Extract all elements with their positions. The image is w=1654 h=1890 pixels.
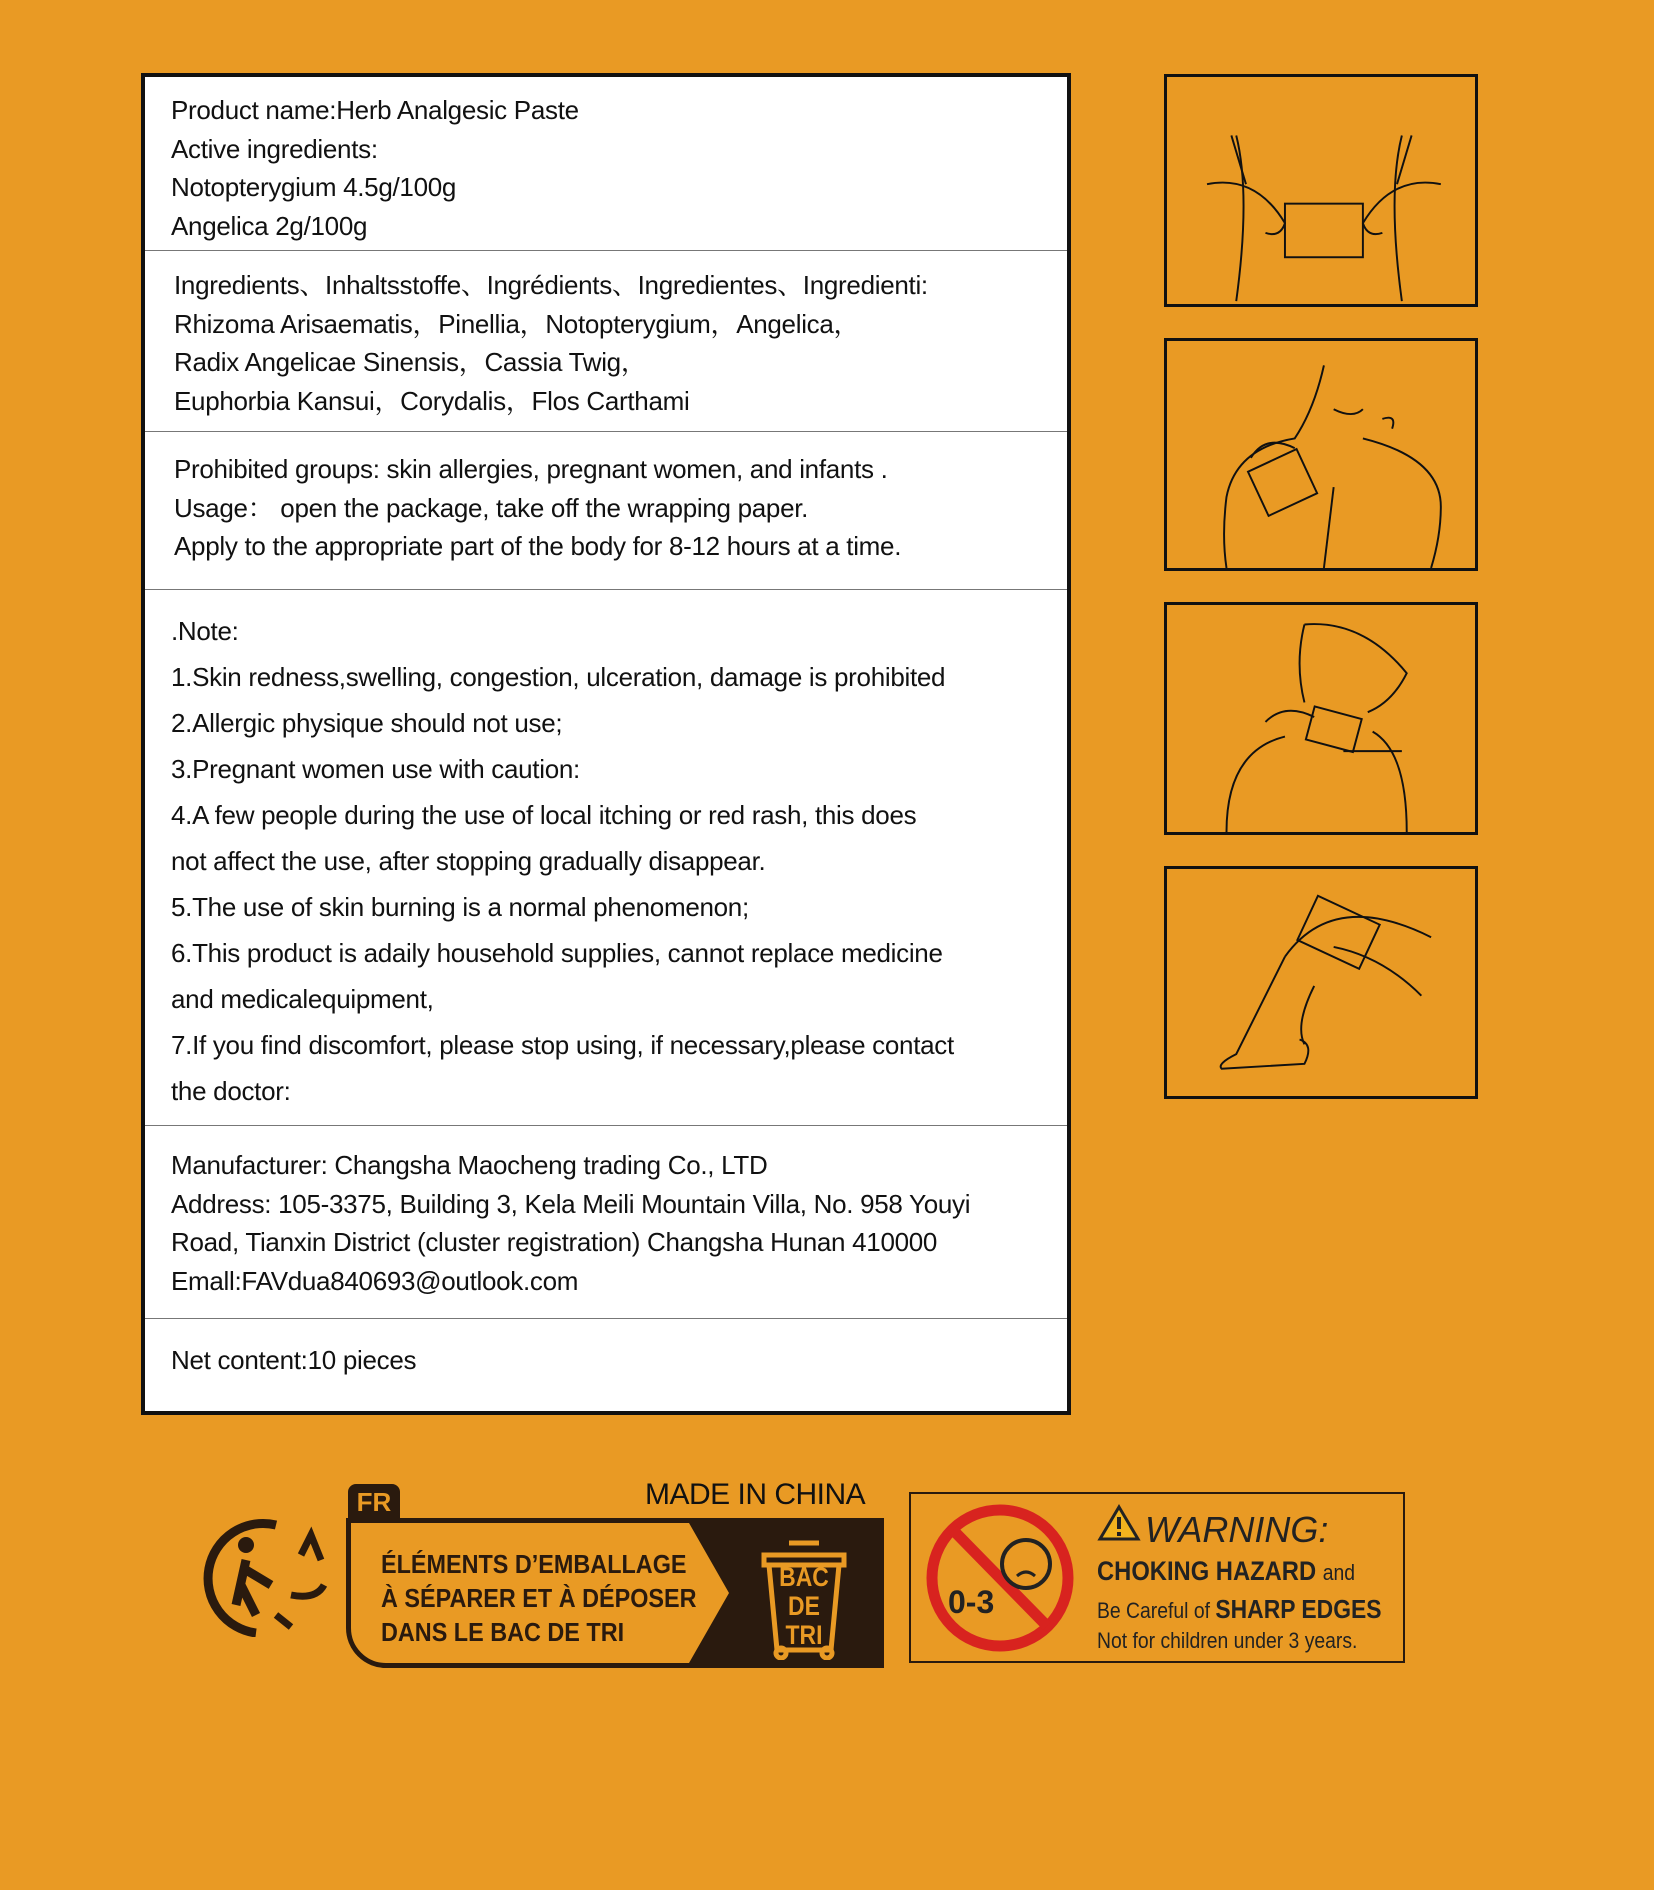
no-children-icon [921, 1502, 1079, 1654]
note-line: not affect the use, after stopping gradually disappear. [171, 846, 766, 876]
note-line: the doctor: [171, 1076, 291, 1106]
ingredients-line: Ingredients、Inhaltsstoffe、Ingrédients、Ingredientes、Ingredienti: [174, 270, 928, 300]
ingredients-line: Radix Angelicae Sinensis，Cassia Twig， [174, 347, 647, 377]
note-line: 5.The use of skin burning is a normal phenomenon; [171, 892, 749, 922]
made-in-china: MADE IN CHINA [645, 1478, 866, 1511]
and-text: and [1322, 1560, 1356, 1585]
warning-line: Not for children under 3 years. [1097, 1628, 1358, 1653]
ingredients-line: Euphorbia Kansui，Corydalis，Flos Carthami [174, 385, 690, 416]
bin-label-line: TRI [785, 1620, 823, 1650]
illustration-neck [1164, 602, 1478, 835]
manufacturer-section [145, 1126, 1067, 1319]
product-label [141, 73, 1071, 1415]
product-name: Product name:Herb Analgesic Paste [171, 95, 579, 125]
product-section [145, 77, 1067, 251]
note-line: 1.Skin redness,swelling, congestion, ulceration, damage is prohibited [171, 662, 946, 692]
be-careful-text: Be Careful of [1097, 1598, 1210, 1623]
triman-sorting-info [346, 1518, 884, 1668]
choking-hazard-text: CHOKING HAZARD [1097, 1556, 1317, 1586]
ingredients-section [145, 251, 1067, 432]
usage-line: Prohibited groups: skin allergies, pregnant women, and infants . [174, 454, 888, 484]
warning-line [1097, 1594, 1382, 1625]
usage-section [145, 432, 1067, 590]
bin-label-line: BAC [779, 1562, 829, 1592]
warning-triangle-icon [1097, 1504, 1141, 1542]
warning-line [1097, 1556, 1355, 1587]
net-content-section [145, 1319, 1067, 1415]
active-ingredient: Angelica 2g/100g [171, 210, 368, 241]
note-line: .Note: [171, 616, 239, 646]
bin-label-line: DE [788, 1591, 820, 1621]
illustration-leg [1164, 866, 1478, 1099]
sorting-line: DANS LE BAC DE TRI [381, 1617, 625, 1647]
illustration-lower-back [1164, 74, 1478, 307]
country-code-badge: FR [348, 1484, 400, 1520]
net-content: Net content:10 pieces [171, 1345, 417, 1375]
note-line: 6.This product is adaily household supplies, cannot replace medicine [171, 938, 943, 968]
note-line: and medicalequipment, [171, 984, 434, 1014]
illustration-shoulder [1164, 338, 1478, 571]
age-range: 0-3 [948, 1584, 995, 1620]
note-section [145, 590, 1067, 1126]
choking-warning [909, 1492, 1405, 1663]
note-line: 3.Pregnant women use with caution: [171, 754, 580, 784]
note-line: 4.A few people during the use of local itching or red rash, this does [171, 800, 917, 830]
ingredients-line: Rhizoma Arisaematis，Pinellia，Notopterygium，Angelica， [174, 308, 860, 339]
sorting-line: ÉLÉMENTS D’EMBALLAGE [381, 1549, 687, 1579]
warning-title-text: WARNING: [1145, 1509, 1329, 1550]
active-ingredient: Notopterygium 4.5g/100g [171, 172, 457, 202]
usage-line: Apply to the appropriate part of the body for 8-12 hours at a time. [174, 531, 902, 561]
email-line: Emall:FAVdua840693@outlook.com [171, 1265, 579, 1296]
manufacturer-line: Manufacturer: Changsha Maocheng trading Co., LTD [171, 1150, 768, 1180]
triman-recycle-icon [196, 1515, 328, 1637]
note-line: 7.If you find discomfort, please stop using, if necessary,please contact [171, 1030, 954, 1060]
bin-label [774, 1563, 834, 1650]
usage-line: Usage： open the package, take off the wrapping paper. [174, 492, 809, 523]
sorting-text [381, 1547, 697, 1649]
warning-title [1097, 1504, 1328, 1551]
active-ingredients-label: Active ingredients: [171, 133, 378, 164]
address-line: Address: 105-3375, Building 3, Kela Meili Mountain Villa, No. 958 Youyi [171, 1188, 971, 1219]
sharp-edges-text: SHARP EDGES [1215, 1594, 1382, 1624]
sorting-line: À SÉPARER ET À DÉPOSER [381, 1583, 697, 1613]
address-line: Road, Tianxin District (cluster registration) Changsha Hunan 410000 [171, 1227, 938, 1257]
note-line: 2.Allergic physique should not use; [171, 708, 563, 738]
